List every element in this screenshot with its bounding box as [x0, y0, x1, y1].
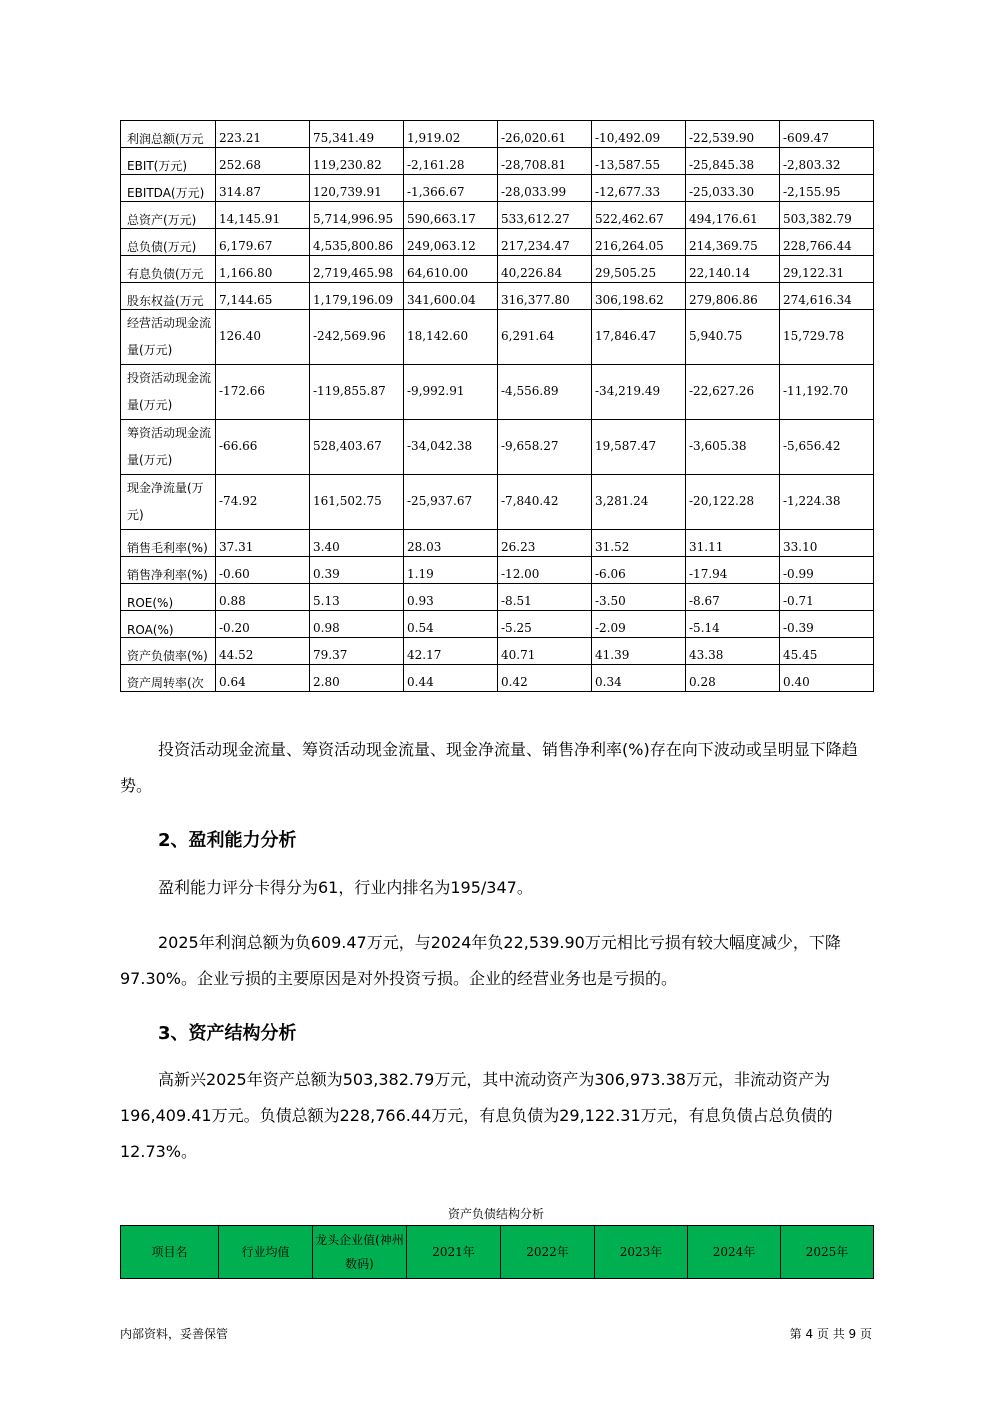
value-cell: 5,940.75 [686, 310, 780, 365]
value-cell: 3.40 [310, 530, 404, 557]
value-cell: 0.88 [216, 584, 310, 611]
value-cell: -12.00 [498, 557, 592, 584]
value-cell: 31.11 [686, 530, 780, 557]
value-cell: -1,366.67 [404, 175, 498, 202]
value-cell: 17,846.47 [592, 310, 686, 365]
value-cell: 2,719,465.98 [310, 256, 404, 283]
value-cell: 274,616.34 [780, 283, 874, 310]
header-cell: 行业均值 [219, 1226, 313, 1279]
table-row [121, 530, 874, 557]
footer-page-number: 第 4 页 共 9 页 [789, 1327, 872, 1341]
table-row [121, 175, 874, 202]
value-cell: 22,140.14 [686, 256, 780, 283]
value-cell: 252.68 [216, 148, 310, 175]
row-label: 筹资活动现金流量(万元) [121, 420, 216, 475]
value-cell: 41.39 [592, 638, 686, 665]
value-cell: 33.10 [780, 530, 874, 557]
table-row [121, 148, 874, 175]
table-row [121, 420, 874, 475]
value-cell: 15,729.78 [780, 310, 874, 365]
value-cell: 28.03 [404, 530, 498, 557]
value-cell: 1.19 [404, 557, 498, 584]
table-row [121, 365, 874, 420]
value-cell: 31.52 [592, 530, 686, 557]
header-cell: 2024年 [688, 1226, 781, 1279]
value-cell: 18,142.60 [404, 310, 498, 365]
value-cell: -2,803.32 [780, 148, 874, 175]
value-cell: 5.13 [310, 584, 404, 611]
header-cell: 2023年 [595, 1226, 688, 1279]
table-row [121, 638, 874, 665]
table-row [121, 256, 874, 283]
value-cell: 64,610.00 [404, 256, 498, 283]
value-cell: -9,992.91 [404, 365, 498, 420]
value-cell: -11,192.70 [780, 365, 874, 420]
header-cell: 项目名 [121, 1226, 219, 1279]
trend-paragraph: 投资活动现金流量、筹资活动现金流量、现金净流量、销售净利率(%)存在向下波动或呈明显下降趋势。 [120, 740, 858, 795]
value-cell: 1,179,196.09 [310, 283, 404, 310]
table-row [121, 229, 874, 256]
profit-detail-paragraph: 2025年利润总额为负609.47万元，与2024年负22,539.90万元相比亏损有较大幅度减少，下降97.30%。企业亏损的主要原因是对外投资亏损。企业的经营业务也是亏损的。 [120, 933, 841, 988]
value-cell: -2,155.95 [780, 175, 874, 202]
value-cell: 590,663.17 [404, 202, 498, 229]
value-cell: -5.14 [686, 611, 780, 638]
row-label: 总负债(万元) [121, 229, 216, 256]
row-label: 资产周转率(次 [121, 665, 216, 692]
value-cell: -0.20 [216, 611, 310, 638]
table-row [121, 202, 874, 229]
value-cell: 6,179.67 [216, 229, 310, 256]
value-cell: 2.80 [310, 665, 404, 692]
value-cell: -609.47 [780, 121, 874, 148]
value-cell: -22,627.26 [686, 365, 780, 420]
value-cell: -2,161.28 [404, 148, 498, 175]
value-cell: 528,403.67 [310, 420, 404, 475]
value-cell: -5,656.42 [780, 420, 874, 475]
value-cell: -66.66 [216, 420, 310, 475]
value-cell: 1,919.02 [404, 121, 498, 148]
value-cell: -0.99 [780, 557, 874, 584]
table-row [121, 557, 874, 584]
value-cell: -242,569.96 [310, 310, 404, 365]
value-cell: 14,145.91 [216, 202, 310, 229]
value-cell: 7,144.65 [216, 283, 310, 310]
table-row [121, 310, 874, 365]
value-cell: -22,539.90 [686, 121, 780, 148]
value-cell: 503,382.79 [780, 202, 874, 229]
value-cell: 249,063.12 [404, 229, 498, 256]
value-cell: 494,176.61 [686, 202, 780, 229]
value-cell: 40.71 [498, 638, 592, 665]
row-label: ROA(%) [121, 611, 216, 638]
value-cell: -13,587.55 [592, 148, 686, 175]
row-label: 股东权益(万元 [121, 283, 216, 310]
value-cell: 0.42 [498, 665, 592, 692]
financial-metrics-table [120, 120, 874, 692]
value-cell: 42.17 [404, 638, 498, 665]
value-cell: -0.60 [216, 557, 310, 584]
value-cell: -3.50 [592, 584, 686, 611]
value-cell: 43.38 [686, 638, 780, 665]
value-cell: -34,042.38 [404, 420, 498, 475]
value-cell: 29,505.25 [592, 256, 686, 283]
value-cell: -10,492.09 [592, 121, 686, 148]
value-cell: 306,198.62 [592, 283, 686, 310]
value-cell: 314.87 [216, 175, 310, 202]
header-cell: 2025年 [781, 1226, 874, 1279]
value-cell: 0.98 [310, 611, 404, 638]
value-cell: 341,600.04 [404, 283, 498, 310]
value-cell: 0.93 [404, 584, 498, 611]
value-cell: 29,122.31 [780, 256, 874, 283]
value-cell: -0.71 [780, 584, 874, 611]
value-cell: 0.44 [404, 665, 498, 692]
value-cell: 214,369.75 [686, 229, 780, 256]
value-cell: -8.67 [686, 584, 780, 611]
value-cell: 533,612.27 [498, 202, 592, 229]
row-label: 资产负债率(%) [121, 638, 216, 665]
footer-confidential-note: 内部资料，妥善保管 [120, 1327, 229, 1341]
asset-detail-paragraph: 高新兴2025年资产总额为503,382.79万元，其中流动资产为306,973.38万元，非流动资产为196,409.41万元。负债总额为228,766.44万元，有息负债为29,122.31万元，有息负债占总负债的12.73%。 [120, 1070, 833, 1161]
value-cell: 3,281.24 [592, 475, 686, 530]
value-cell: 0.28 [686, 665, 780, 692]
structure-table-caption: 资产负债结构分析 [447, 1207, 544, 1221]
row-label: 利润总额(万元 [121, 121, 216, 148]
value-cell: -1,224.38 [780, 475, 874, 530]
value-cell: 223.21 [216, 121, 310, 148]
value-cell: -172.66 [216, 365, 310, 420]
value-cell: 37.31 [216, 530, 310, 557]
header-cell: 龙头企业值(神州数码) [313, 1226, 407, 1279]
row-label: EBIT(万元) [121, 148, 216, 175]
value-cell: 522,462.67 [592, 202, 686, 229]
value-cell: -4,556.89 [498, 365, 592, 420]
value-cell: -0.39 [780, 611, 874, 638]
value-cell: -119,855.87 [310, 365, 404, 420]
value-cell: 161,502.75 [310, 475, 404, 530]
value-cell: -5.25 [498, 611, 592, 638]
value-cell: -28,708.81 [498, 148, 592, 175]
value-cell: 1,166.80 [216, 256, 310, 283]
value-cell: 40,226.84 [498, 256, 592, 283]
value-cell: -17.94 [686, 557, 780, 584]
value-cell: 217,234.47 [498, 229, 592, 256]
value-cell: -74.92 [216, 475, 310, 530]
table-row [121, 283, 874, 310]
table-row [121, 475, 874, 530]
table-row [121, 584, 874, 611]
value-cell: 228,766.44 [780, 229, 874, 256]
section-heading-profitability: 2、盈利能力分析 [158, 830, 297, 851]
value-cell: 279,806.86 [686, 283, 780, 310]
value-cell: -26,020.61 [498, 121, 592, 148]
table-row [121, 611, 874, 638]
value-cell: -8.51 [498, 584, 592, 611]
value-cell: 45.45 [780, 638, 874, 665]
value-cell: 0.39 [310, 557, 404, 584]
value-cell: 44.52 [216, 638, 310, 665]
value-cell: 0.54 [404, 611, 498, 638]
structure-header-row [121, 1226, 874, 1279]
row-label: 总资产(万元) [121, 202, 216, 229]
value-cell: 126.40 [216, 310, 310, 365]
value-cell: 19,587.47 [592, 420, 686, 475]
table-row [121, 121, 874, 148]
value-cell: 316,377.80 [498, 283, 592, 310]
table-row [121, 665, 874, 692]
value-cell: -28,033.99 [498, 175, 592, 202]
value-cell: 79.37 [310, 638, 404, 665]
row-label: 现金净流量(万元) [121, 475, 216, 530]
row-label: EBITDA(万元) [121, 175, 216, 202]
row-label: 有息负债(万元 [121, 256, 216, 283]
value-cell: -34,219.49 [592, 365, 686, 420]
value-cell: -6.06 [592, 557, 686, 584]
value-cell: -9,658.27 [498, 420, 592, 475]
value-cell: 119,230.82 [310, 148, 404, 175]
balance-structure-table [120, 1225, 874, 1279]
value-cell: -25,033.30 [686, 175, 780, 202]
section-heading-asset-structure: 3、资产结构分析 [158, 1023, 297, 1044]
profit-score-paragraph: 盈利能力评分卡得分为61，行业内排名为195/347。 [158, 878, 533, 897]
value-cell: -25,845.38 [686, 148, 780, 175]
value-cell: 120,739.91 [310, 175, 404, 202]
value-cell: -12,677.33 [592, 175, 686, 202]
value-cell: -20,122.28 [686, 475, 780, 530]
value-cell: 216,264.05 [592, 229, 686, 256]
value-cell: -25,937.67 [404, 475, 498, 530]
value-cell: -7,840.42 [498, 475, 592, 530]
row-label: ROE(%) [121, 584, 216, 611]
value-cell: 26.23 [498, 530, 592, 557]
value-cell: 0.34 [592, 665, 686, 692]
header-cell: 2021年 [407, 1226, 501, 1279]
header-cell: 2022年 [501, 1226, 595, 1279]
value-cell: 4,535,800.86 [310, 229, 404, 256]
row-label: 销售净利率(%) [121, 557, 216, 584]
value-cell: 0.64 [216, 665, 310, 692]
value-cell: 0.40 [780, 665, 874, 692]
row-label: 销售毛利率(%) [121, 530, 216, 557]
value-cell: 75,341.49 [310, 121, 404, 148]
value-cell: -3,605.38 [686, 420, 780, 475]
value-cell: 5,714,996.95 [310, 202, 404, 229]
value-cell: -2.09 [592, 611, 686, 638]
row-label: 投资活动现金流量(万元) [121, 365, 216, 420]
row-label: 经营活动现金流量(万元) [121, 310, 216, 365]
value-cell: 6,291.64 [498, 310, 592, 365]
